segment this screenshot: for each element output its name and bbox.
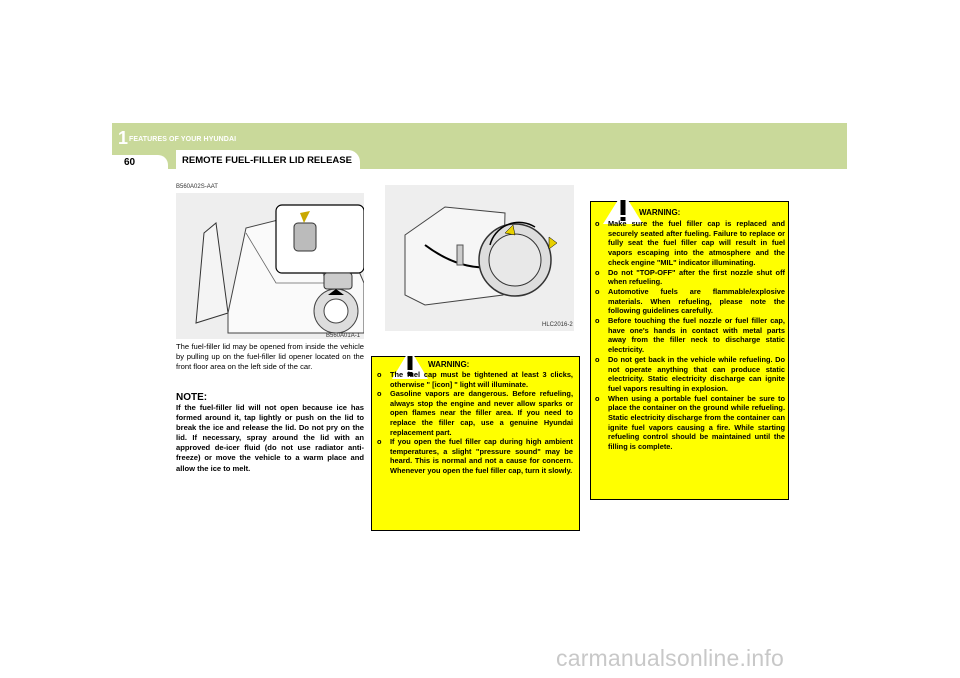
- warning-list: [377, 370, 573, 476]
- bullet: o: [595, 393, 600, 403]
- warning-box-middle: [371, 356, 580, 531]
- warning-item-text: Gasoline vapors are dangerous. Before refueling, always stop the engine and never allow sparks or open flames near the filler area. If you need to replace the filler cap, use a genuine Hyundai replacement part.: [390, 389, 573, 437]
- warning-item-text: When using a portable fuel container be sure to place the container on the ground while refueling. Static electricity discharge from the container can ignite fuel vapors causing a fire. While starting refueling control should be maintained until the filling is complete.: [608, 393, 785, 452]
- list-item: [595, 394, 785, 452]
- warning-item-text: Do not get back in the vehicle while refueling. Do not operate anything that can produce static electricity. Static electricity discharge can ignite fuel vapors resulting in explosion.: [608, 354, 785, 393]
- warning-box-right: [590, 201, 789, 500]
- warning-item-text: Do not "TOP-OFF" after the first nozzle shut off when refueling.: [608, 267, 785, 287]
- warning-title: WARNING:: [428, 360, 470, 369]
- note-heading: NOTE:: [176, 392, 208, 403]
- car-door-icon: [176, 193, 364, 339]
- page-title: REMOTE FUEL-FILLER LID RELEASE: [182, 155, 352, 166]
- warning-item-text: The fuel cap must be tightened at least 3 clicks, otherwise " [icon] " light will illuminate.: [390, 370, 573, 389]
- list-item: [595, 287, 785, 316]
- bullet: o: [595, 219, 600, 228]
- warning-item-text: Make sure the fuel filler cap is replaced and securely seated after fueling. Failure to replace or fully seat the fuel filler cap will result in fuel vapors escaping into the atmosphere and the check engine "MIL" indicator illuminating.: [608, 219, 785, 267]
- list-item: [595, 355, 785, 394]
- figure-caption-left: B560A01A-1: [326, 333, 361, 339]
- car-interior-illustration: [176, 193, 364, 339]
- bullet: o: [595, 354, 600, 364]
- warning-item-text: If you open the fuel filler cap during high ambient temperatures, a slight "pressure sound" may be heard. This is normal and not a cause for concern. Whenever you open the fuel filler cap, turn it slowly.: [390, 437, 573, 475]
- fuel-cap-icon: [385, 185, 574, 331]
- list-item: [377, 437, 573, 475]
- section-title: FEATURES OF YOUR HYUNDAI: [129, 136, 237, 143]
- list-item: [595, 316, 785, 355]
- bullet: o: [377, 389, 382, 399]
- bullet: o: [595, 316, 600, 326]
- page-number-tab: [112, 155, 168, 169]
- warning-title: WARNING:: [639, 208, 681, 217]
- intro-paragraph: The fuel-filler lid may be opened from inside the vehicle by pulling up on the fuel-filler lid opener located on the front floor area on the left side of the car.: [176, 342, 364, 372]
- warning-list: [595, 219, 785, 452]
- figure-caption-middle: HLC2016-2: [542, 322, 573, 328]
- list-item: [595, 268, 785, 287]
- page-number: 60: [124, 157, 136, 168]
- bullet: o: [377, 437, 382, 447]
- warning-item-text: Before touching the fuel nozzle or fuel filler cap, have one's hands in contact with metal parts away from the filler neck to discharge static electricity.: [608, 316, 785, 355]
- list-item: [377, 389, 573, 437]
- bullet: o: [595, 267, 600, 277]
- list-item: [595, 219, 785, 268]
- chapter-number: 1: [118, 128, 129, 148]
- figure-code: B560A02S-AAT: [176, 184, 218, 190]
- warning-item-text: Automotive fuels are flammable/explosive materials. When refueling, please note the following guidelines carefully.: [608, 286, 785, 316]
- fuel-cap-illustration: [385, 185, 574, 331]
- note-text: If the fuel-filler lid will not open because ice has formed around it, tap lightly or push on the lid to break the ice and release the lid. Do not pry on the lid. If necessary, spray around the lid with an approved de-icer fluid (do not use radiator anti-freeze) or move the vehicle to a warm place and allow the ice to melt.: [176, 403, 364, 473]
- watermark: carmanualsonline.info: [556, 645, 784, 671]
- bullet: o: [595, 286, 600, 296]
- bullet: o: [377, 370, 382, 379]
- list-item: [377, 370, 573, 389]
